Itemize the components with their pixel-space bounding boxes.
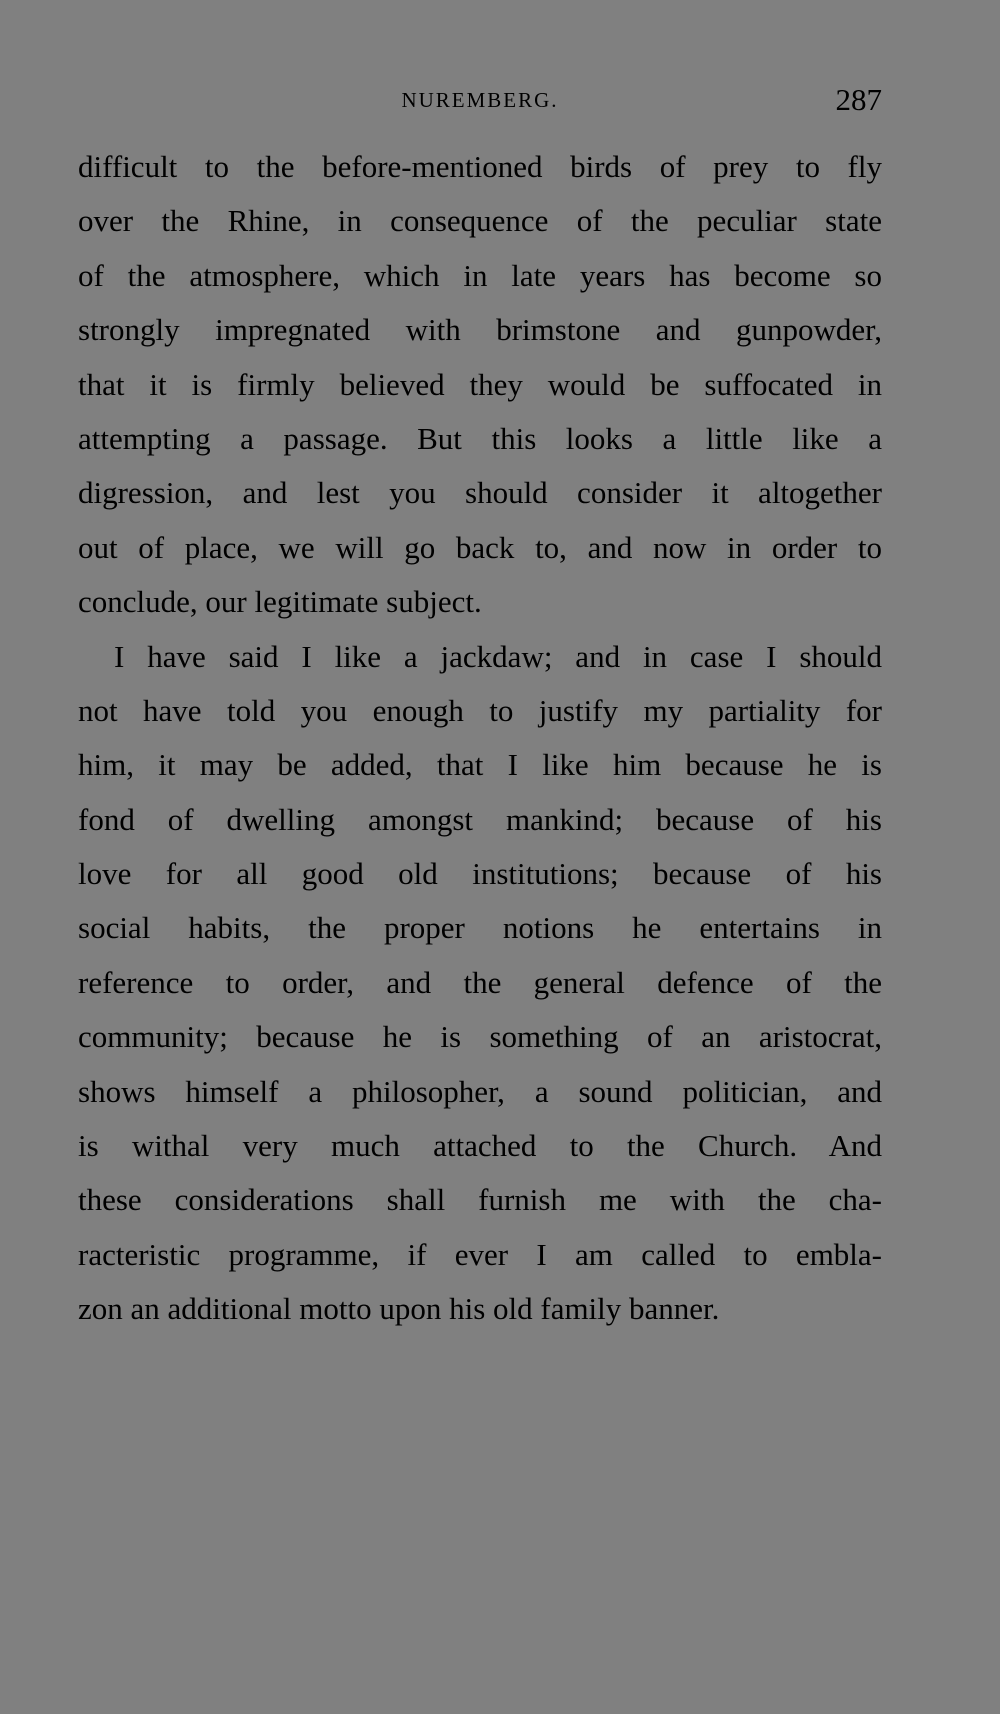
text-line: is withal very much attached to the Church. And bbox=[78, 1128, 882, 1164]
text-line: conclude, our legitimate subject. bbox=[78, 584, 482, 620]
text-line: difficult to the before-mentioned birds of prey to fly bbox=[78, 149, 882, 184]
text-line: social habits, the proper notions he entertains in bbox=[78, 910, 882, 946]
text-line: that it is firmly believed they would be suffocated in bbox=[78, 366, 882, 402]
text-line: out of place, we will go back to, and now in order to bbox=[78, 529, 882, 565]
text-line: fond of dwelling amongst mankind; because of his bbox=[78, 801, 882, 837]
running-title: NUREMBERG. bbox=[401, 88, 559, 112]
text-line: love for all good old institutions; because of his bbox=[78, 856, 882, 892]
body-text bbox=[78, 140, 882, 1337]
text-line: I have said I like a jackdaw; and in case I should bbox=[114, 638, 882, 674]
text-line: reference to order, and the general defence of the bbox=[78, 964, 882, 1000]
text-line: strongly impregnated with brimstone and gunpowder, bbox=[78, 312, 882, 348]
running-head bbox=[78, 82, 882, 122]
page-number: 287 bbox=[835, 82, 882, 117]
text-line: him, it may be added, that I like him because he is bbox=[78, 747, 882, 783]
text-line: community; because he is something of an aristocrat, bbox=[78, 1019, 882, 1055]
text-line: these considerations shall furnish me with the cha- bbox=[78, 1182, 882, 1218]
text-line: over the Rhine, in consequence of the peculiar state bbox=[78, 203, 882, 239]
text-line: not have told you enough to justify my partiality for bbox=[78, 692, 882, 728]
text-line: zon an additional motto upon his old family banner. bbox=[78, 1291, 720, 1327]
text-line: of the atmosphere, which in late years has become so bbox=[78, 257, 882, 293]
text-line: racteristic programme, if ever I am called to embla- bbox=[78, 1236, 882, 1272]
text-line: attempting a passage. But this looks a little like a bbox=[78, 420, 882, 456]
text-line: shows himself a philosopher, a sound politician, and bbox=[78, 1073, 882, 1109]
text-line: digression, and lest you should consider it altogether bbox=[78, 475, 882, 511]
